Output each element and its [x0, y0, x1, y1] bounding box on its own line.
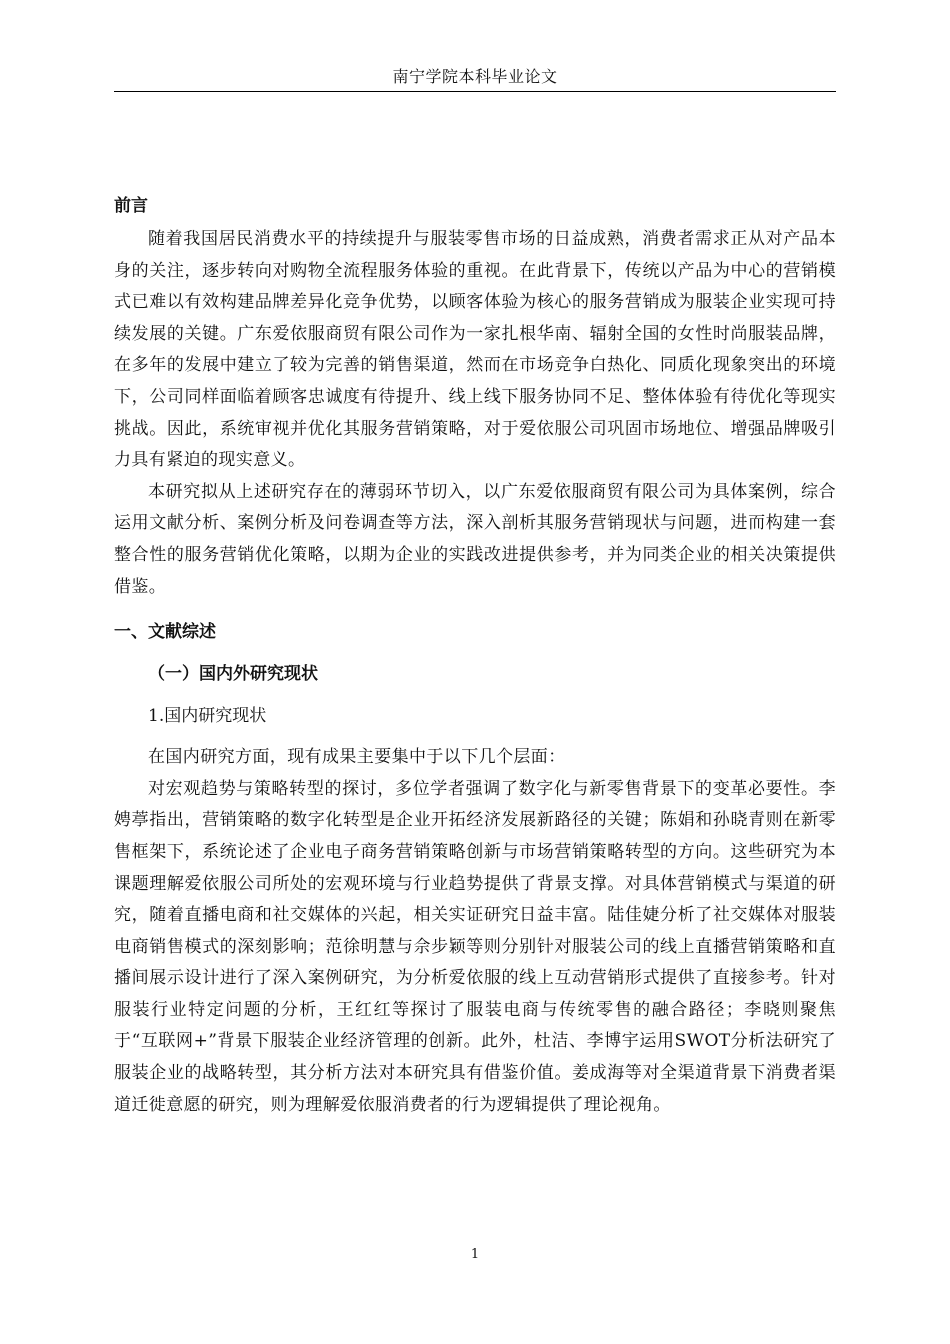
running-header: 南宁学院本科毕业论文: [392, 67, 558, 86]
page-content: [114, 190, 836, 1121]
page-number: 1: [470, 1247, 480, 1262]
header-rule: [114, 91, 836, 92]
subsubsection-heading-domestic-research: 1.国内研究现状: [148, 706, 267, 727]
body-paragraph-intro: 在国内研究方面，现有成果主要集中于以下几个层面：: [148, 747, 566, 768]
preface-heading: 前言: [114, 196, 148, 216]
subsection-heading-research-status: （一）国内外研究现状: [148, 664, 318, 685]
section-heading-literature-review: 一、文献综述: [114, 622, 216, 643]
preface-paragraph-1: 随着我国居民消费水平的持续提升与服装零售市场的日益成熟，消费者需求正从对产品本身的关注，逐步转向对购物全流程服务体验的重视。在此背景下，传统以产品为中心的营销模式已难以有效构建品牌差异化竞争优势，以顾客体验为核心的服务营销成为服装企业实现可持续发展的关键。广东爱依服商贸有限公司作为一家扎根华南、辐射全国的女性时尚服装品牌，在多年的发展中建立了较为完善的销售渠道，然而在市场竞争白热化、同质化现象突出的环境下，公司同样面临着顾客忠诚度有待提升、线上线下服务协同不足、整体体验有待优化等现实挑战。因此，系统审视并优化其服务营销策略，对于爱依服公司巩固市场地位、增强品牌吸引力具有紧迫的现实意义。: [114, 229, 836, 471]
body-paragraph-domestic: 对宏观趋势与策略转型的探讨，多位学者强调了数字化与新零售背景下的变革必要性。李娉葶指出，营销策略的数字化转型是企业开拓经济发展新路径的关键；陈娟和孙晓青则在新零售框架下，系统论述了企业电子商务营销策略创新与市场营销策略转型的方向。这些研究为本课题理解爱依服公司所处的宏观环境与行业趋势提供了背景支撑。对具体营销模式与渠道的研究，随着直播电商和社交媒体的兴起，相关实证研究日益丰富。陆佳婕分析了社交媒体对服装电商销售模式的深刻影响；范徐明慧与佘步颖等则分别针对服装公司的线上直播营销策略和直播间展示设计进行了深入案例研究，为分析爱依服的线上互动营销形式提供了直接参考。针对服装行业特定问题的分析，王红红等探讨了服装电商与传统零售的融合路径；李晓则聚焦于“互联网+”背景下服装企业经济管理的创新。此外，杜洁、李博宇运用SWOT分析法研究了服装企业的战略转型，其分析方法对本研究具有借鉴价值。姜成海等对全渠道背景下消费者渠道迁徙意愿的研究，则为理解爱依服消费者的行为逻辑提供了理论视角。: [114, 778, 836, 1115]
preface-paragraph-2: 本研究拟从上述研究存在的薄弱环节切入，以广东爱依服商贸有限公司为具体案例，综合运用文献分析、案例分析及问卷调查等方法，深入剖析其服务营销现状与问题，进而构建一套整合性的服务营销优化策略，以期为企业的实践改进提供参考，并为同类企业的相关决策提供借鉴。: [114, 481, 836, 597]
